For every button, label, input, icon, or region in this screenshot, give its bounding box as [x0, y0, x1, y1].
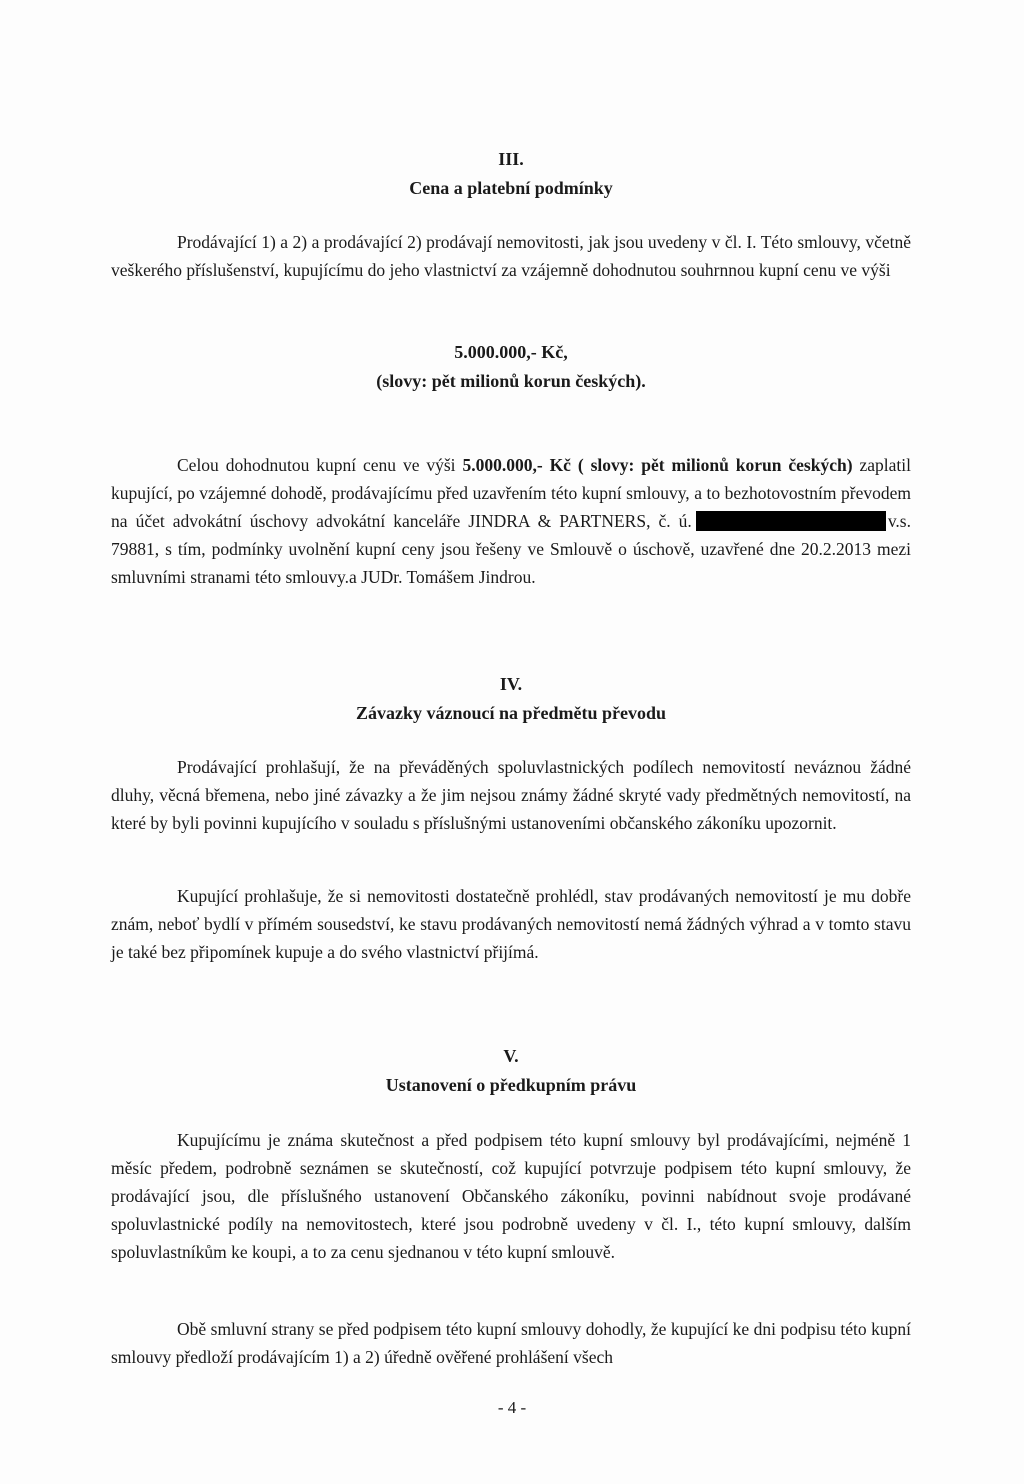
section-5-paragraph-1: Kupujícímu je známa skutečnost a před podpisem této kupní smlouvy byl prodávajícími, nejméně 1 měsíc předem, podrobně seznámen se skutečností, což kupující potvrzuje podpisem této kupní smlouvy, že prodávající jsou, dle příslušného ustanovení Občanského zákoníku, povinni nabídnout svoje prodávané spoluvlastnické podíly na nemovitostech, které jsou podrobně uvedeny v čl. I., této kupní smlouvy, dalším spoluvlastníkům ke koupi, a to za cenu sjednanou v této kupní smlouvě.: [111, 1130, 911, 1262]
section-4-paragraph-1: Prodávající prohlašují, že na převáděných spoluvlastnických podílech nemovitostí neváznou žádné dluhy, věcná břemena, nebo jiné závazky a že jim nejsou známy žádné skryté vady předmětných nemovitostí, na které by byli povinni kupujícího v souladu s příslušnými ustanoveními občanského zákoníku upozornit.: [111, 757, 911, 833]
section-3-title: Cena a platební podmínky: [409, 178, 613, 198]
redacted-account-number: [696, 511, 886, 531]
price-amount: 5.000.000,- Kč,: [454, 342, 568, 362]
section-3-paragraph-2: [111, 451, 911, 591]
price-in-words: (slovy: pět milionů korun českých).: [376, 371, 646, 391]
price-block: [111, 338, 911, 396]
section-4-number: IV.: [499, 674, 523, 694]
section-5-title: Ustanovení o předkupním právu: [385, 1075, 637, 1095]
para2-end: v.s. 79881, s tím, podmínky uvolnění kupní ceny jsou řešeny ve Smlouvě o úschově, uzavřené dne 20.2.2013 mezi smluvními stranami této smlouvy.a JUDr. Tomášem Jindrou.: [111, 511, 911, 587]
section-3-paragraph-1: Prodávající 1) a 2) a prodávající 2) prodávají nemovitosti, jak jsou uvedeny v čl. I. Této smlouvy, včetně veškerého příslušenství, kupujícímu do jeho vlastnictví za vzájemně dohodnutou souhrnnou kupní cenu ve výši: [111, 232, 911, 280]
section-3-heading: [111, 145, 911, 203]
page-number: - 4 -: [497, 1398, 527, 1417]
section-5-number: V.: [503, 1046, 519, 1066]
para2-mid: zaplatil kupující, po vzájemné dohodě, prodávajícímu před uzavřením této kupní smlouvy, a to bezhotovostním převodem na účet advokátní úschovy advokátní kanceláře JINDRA & PARTNERS, č. ú.: [111, 455, 911, 531]
section-4-heading: [111, 670, 911, 728]
section-3-number: III.: [498, 149, 524, 169]
section-5-paragraph-2: Obě smluvní strany se před podpisem této kupní smlouvy dohodly, že kupující ke dni podpisu této kupní smlouvy předloží prodávajícím 1) a 2) úředně ověřené prohlášení všech: [111, 1319, 911, 1367]
para2-start: Celou dohodnutou kupní cenu ve výši: [177, 455, 463, 475]
section-4-title: Závazky váznoucí na předmětu převodu: [355, 703, 667, 723]
section-4-paragraph-2: Kupující prohlašuje, že si nemovitosti dostatečně prohlédl, stav prodávaných nemovitostí je mu dobře znám, neboť bydlí v přímém sousedství, ke stavu prodávaných nemovitostí nemá žádných výhrad a v tomto stavu je také bez připomínek kupuje a do svého vlastnictví přijímá.: [111, 886, 911, 962]
section-5-heading: [111, 1042, 911, 1100]
para2-bold-price: 5.000.000,- Kč ( slovy: pět milionů korun českých): [462, 455, 853, 475]
